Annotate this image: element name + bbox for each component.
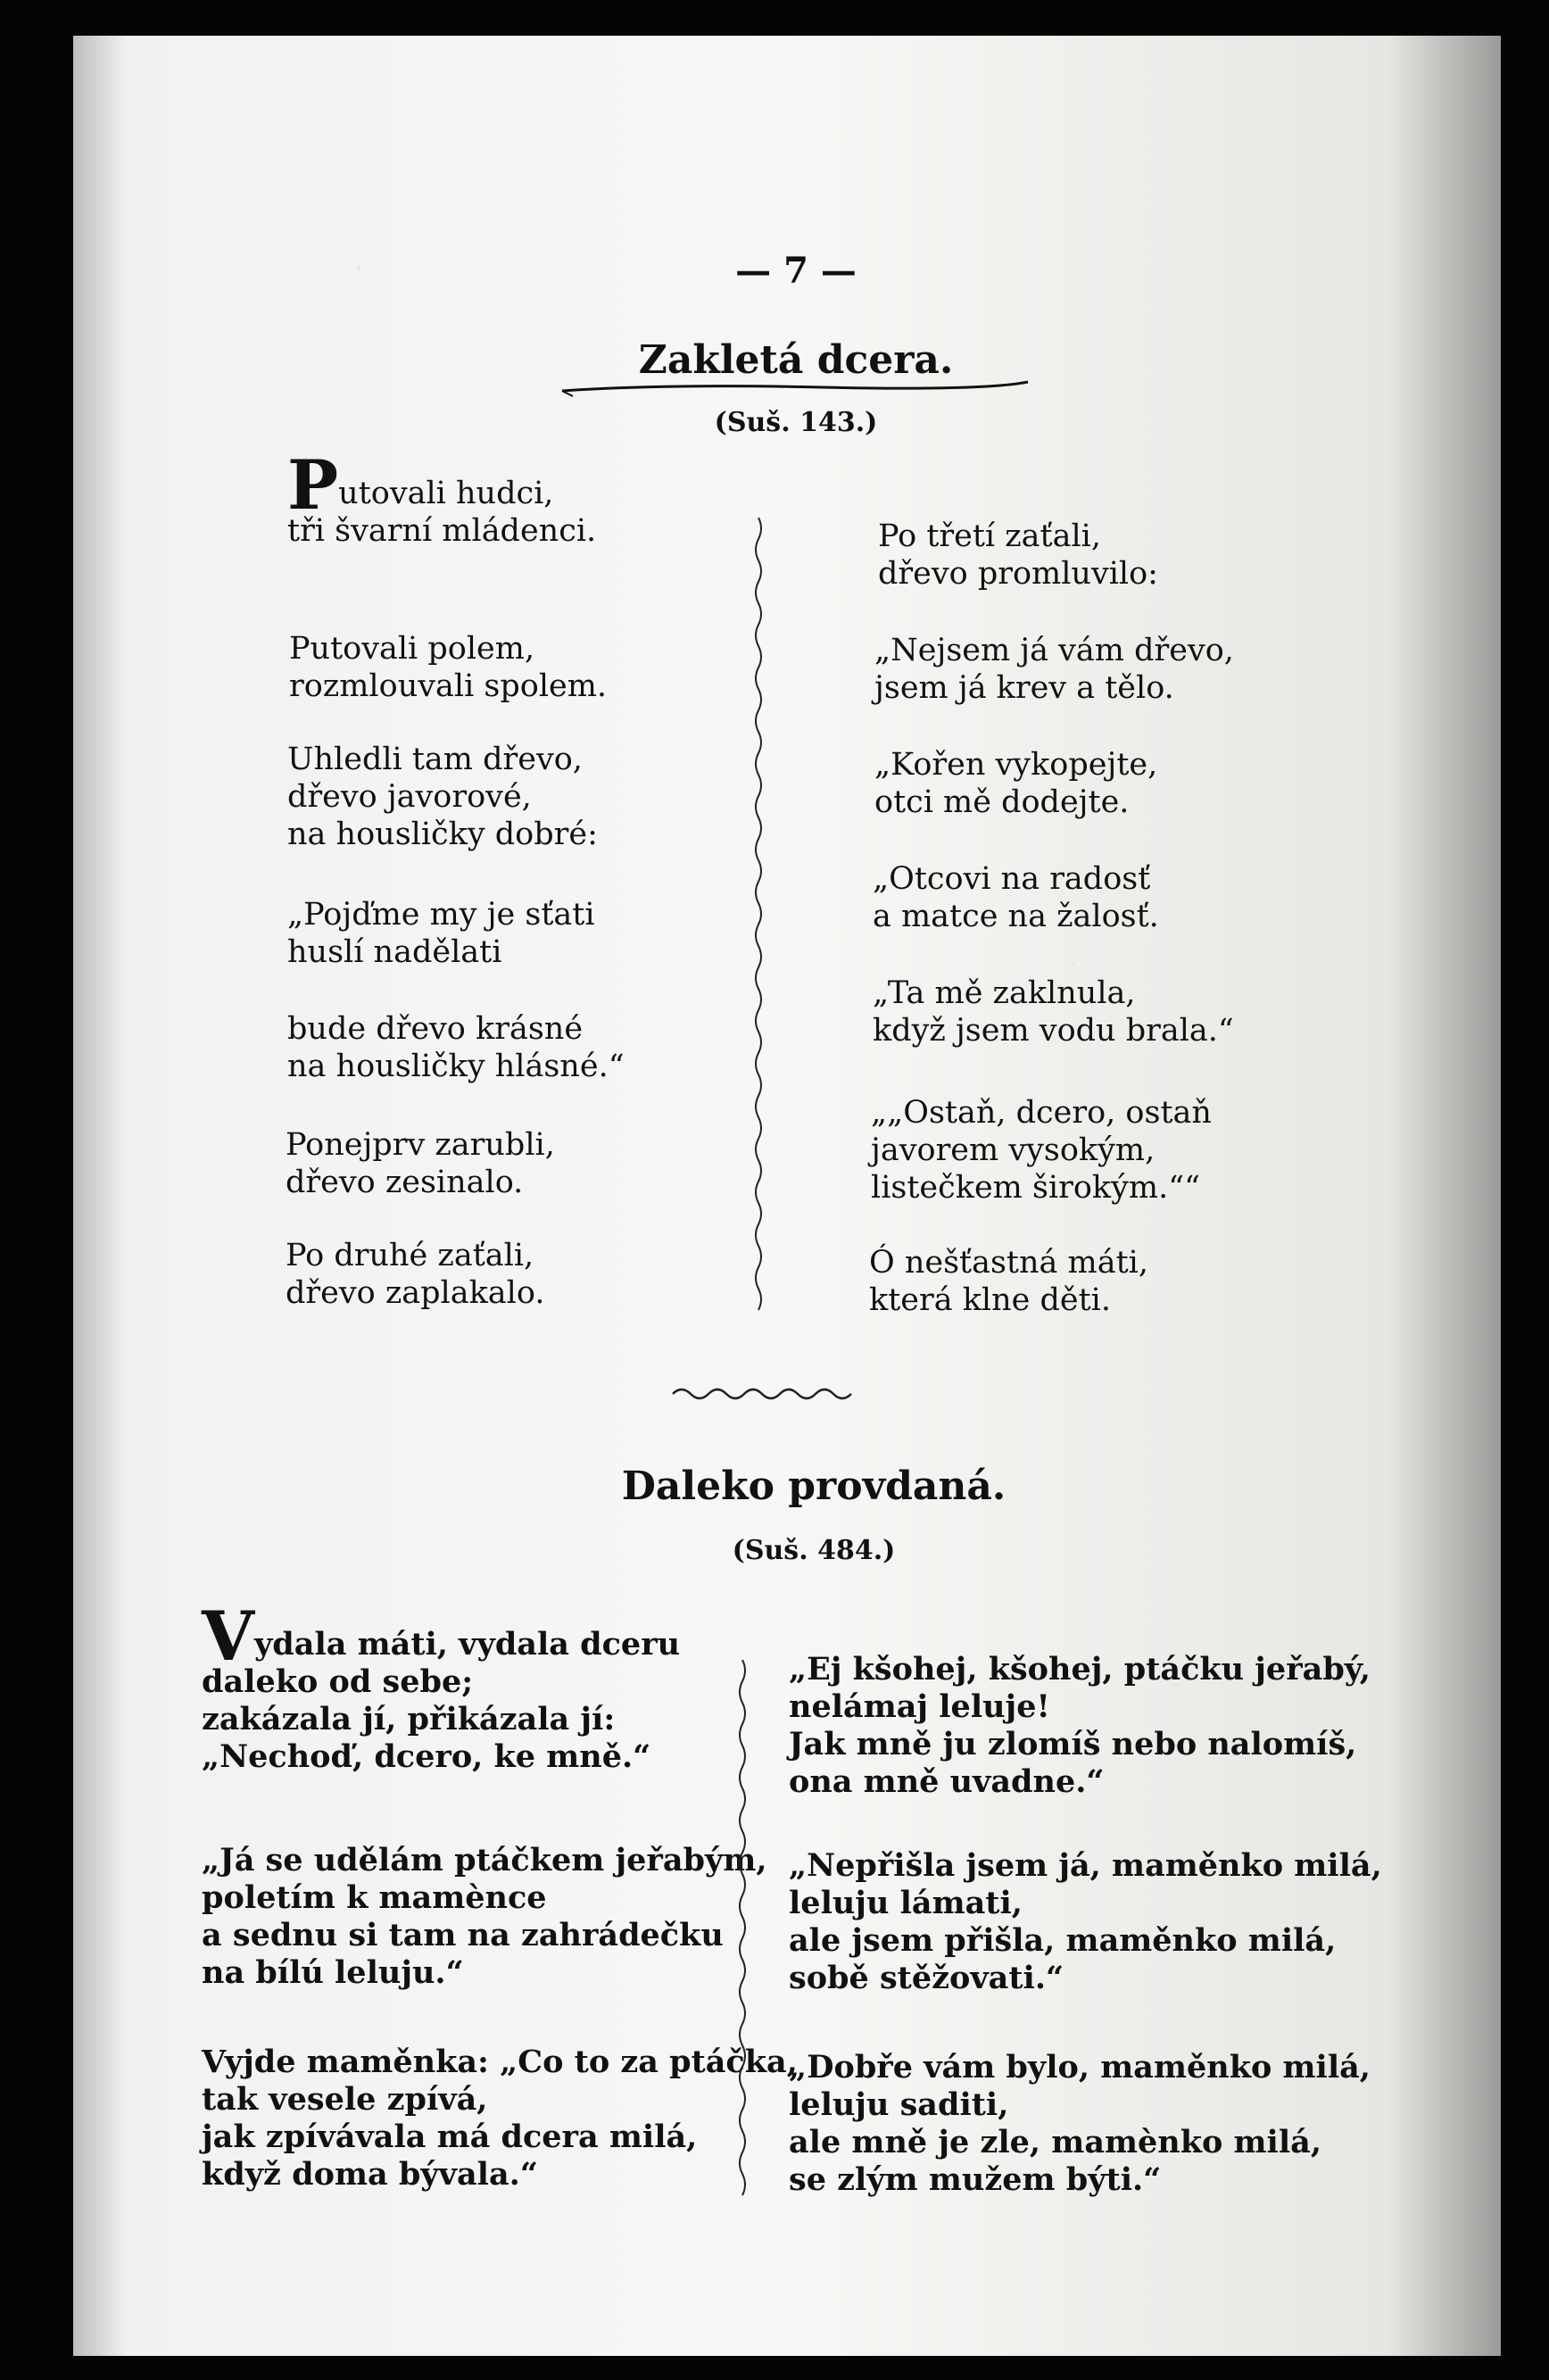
stanza-text: tři švarní mládenci.: [287, 513, 597, 549]
title-underline-flourish: [555, 380, 1037, 402]
stanza: Uhledli tam dřevo, dřevo javorové, na housličky dobré:: [287, 742, 598, 852]
book-page: [73, 36, 1501, 2356]
stanza: [287, 445, 597, 550]
stanza: [202, 1596, 681, 1776]
stanza: „Dobře vám bylo, maměnko milá, leluju saditi, ale mně je zle, mamènko milá, se zlým mužem býti.“: [789, 2049, 1371, 2198]
stanza: „„Ostaň, dcero, ostaň javorem vysokým, listečkem širokým.““: [871, 1095, 1212, 1206]
drop-cap: P: [287, 445, 339, 525]
poem-source: (Suš. 143.): [714, 407, 878, 438]
stanza-text: daleko od sebe; zakázala jí, přikázala jí: „Nechoď, dcero, ke mně.“: [202, 1663, 651, 1775]
stanza-first-line: utovali hudci,: [338, 476, 554, 511]
stanza: „Pojďme my je sťati huslí nadělati: [287, 897, 595, 970]
poem-source: (Suš. 484.): [732, 1535, 896, 1566]
stanza: Vyjde maměnka: „Co to za ptáčka, tak vesele zpívá, jak zpívávala má dcera milá, když doma bývala.“: [202, 2044, 798, 2193]
poem-title: Zakletá dcera.: [638, 337, 954, 383]
stanza: „Já se udělám ptáčkem jeřabým, poletím k mamènce a sednu si tam na zahrádečku na bílú leluju.“: [202, 1842, 767, 1991]
stanza: „Nejsem já vám dřevo, jsem já krev a tělo.: [874, 633, 1234, 706]
stanza: „Kořen vykopejte, otci mě dodejte.: [874, 747, 1158, 820]
page-number: — 7 —: [735, 250, 857, 292]
stanza-first-line: ydala máti, vydala dceru: [253, 1626, 681, 1663]
stanza: Po druhé zaťali, dřevo zaplakalo.: [286, 1238, 545, 1311]
stanza: Po třetí zaťali, dřevo promluvilo:: [878, 518, 1158, 592]
wavy-column-divider: [750, 518, 767, 1321]
wavy-column-divider: [733, 1660, 751, 2213]
stanza: „Ej kšohej, kšohej, ptáčku jeřabý, nelámaj leluje! Jak mně ju zlomíš nebo nalomíš, ona mně uvadne.“: [789, 1651, 1371, 1800]
stanza: bude dřevo krásné na housličky hlásné.“: [287, 1011, 625, 1084]
drop-cap: V: [202, 1596, 254, 1676]
stanza: Putovali polem, rozmlouvali spolem.: [289, 631, 608, 704]
poem-title: Daleko provdaná.: [621, 1464, 1006, 1509]
section-ornament: [669, 1381, 866, 1403]
stanza: „Ta mě zaklnula, když jsem vodu brala.“: [873, 975, 1234, 1049]
stanza: Ponejprv zarubli, dřevo zesinalo.: [286, 1127, 555, 1200]
stanza: „Otcovi na radosť a matce na žalosť.: [873, 861, 1159, 934]
stanza: Ó nešťastná máti, která klne děti.: [869, 1245, 1148, 1318]
stanza: „Nepřišla jsem já, maměnko milá, leluju lámati, ale jsem přišla, maměnko milá, sobě stěžovati.“: [789, 1847, 1382, 1996]
